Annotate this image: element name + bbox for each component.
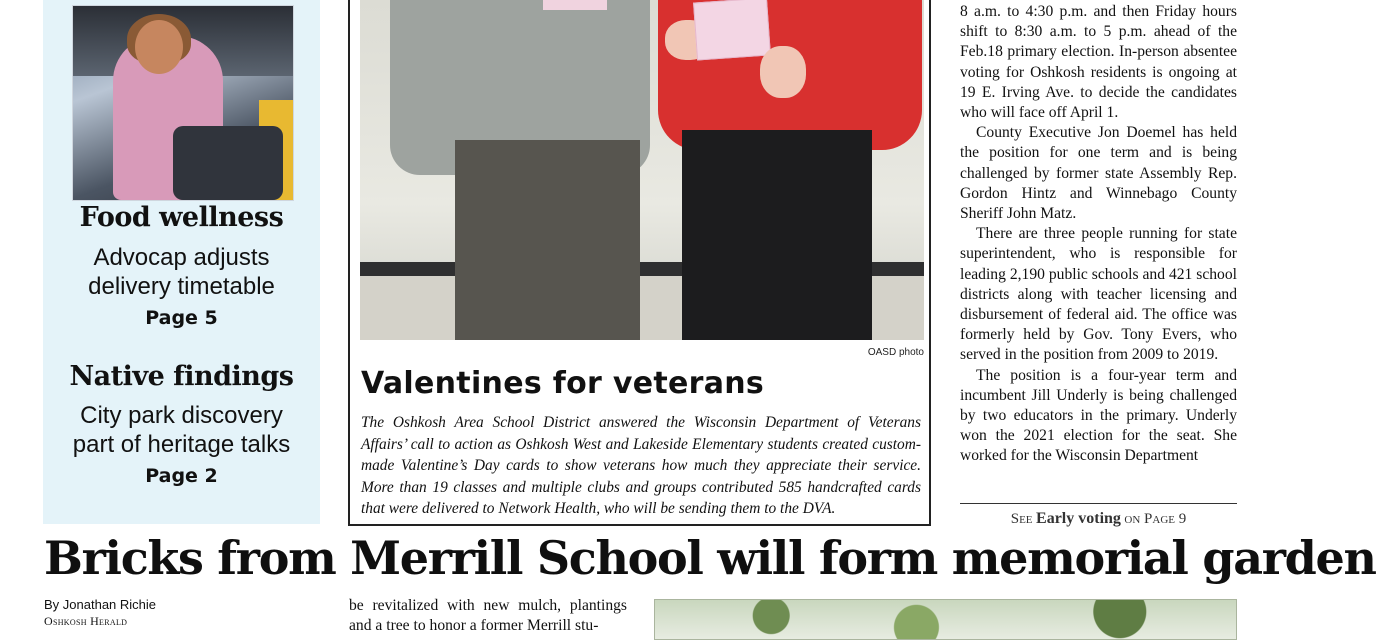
- photo-credit: OASD photo: [867, 347, 924, 358]
- article-paragraph: The position is a four-year term and incumbent Jill Underly is being challenged by two educators in the primary. Underly won the 2021 election for the seat. She worked for the Wisconsin Department: [960, 366, 1237, 465]
- memorial-garden-photo[interactable]: [654, 599, 1237, 640]
- lower-article-column: be revitalized with new mulch, plantings and a tree to honor a former Merrill stu-: [349, 597, 627, 635]
- promo-subhead-food-wellness-2: delivery timetable: [88, 273, 275, 300]
- feature-caption: The Oshkosh Area School District answered the Wisconsin Department of Veterans Affairs’ call to action as Oshkosh West and Lakeside Elementary students created custom-made Valentine’s Day cards to show veterans how much they appreciate their service. More than 19 classes and multiple clubs and groups contributed 585 handcrafted cards that were delivered to Network Health, who will be sending them to the DVA.: [361, 414, 921, 517]
- article-paragraph: County Executive Jon Doemel has held the position for one term and is being challenged by former state Assembly Rep. Gordon Hintz and Winnebago County Sheriff John Matz.: [960, 124, 1237, 223]
- feature-title[interactable]: Valentines for veterans: [361, 366, 765, 401]
- promo-page-ref-food-wellness[interactable]: Page 5: [145, 307, 218, 329]
- valentines-photo[interactable]: [360, 0, 924, 340]
- promo-subhead-native-findings-1: City park discovery: [80, 402, 283, 429]
- byline-organization: Oshkosh Herald: [44, 614, 128, 628]
- food-wellness-photo[interactable]: [72, 5, 294, 201]
- promo-subhead-food-wellness-1: Advocap adjusts: [93, 244, 270, 271]
- column-divider: [960, 503, 1237, 504]
- article-paragraph: There are three people running for state superintendent, who is responsible for leading 2,190 public schools and 421 school districts along with teacher licensing and disbursement of federal aid. The office was formerly held by Gov. Tony Evers, who served in the position from 2009 to 2019.: [960, 225, 1237, 364]
- lower-headline[interactable]: Bricks from Merrill School will form memorial garden: [44, 531, 1376, 585]
- jump-page: on Page 9: [1124, 511, 1187, 527]
- early-voting-column: [960, 2, 1237, 465]
- promo-headline-native-findings[interactable]: Native findings: [69, 361, 294, 392]
- jump-see: See: [1010, 511, 1033, 527]
- byline: By Jonathan Richie: [44, 597, 157, 612]
- jump-story-name: Early voting: [1036, 510, 1121, 527]
- promo-headline-food-wellness[interactable]: Food wellness: [79, 202, 284, 233]
- promo-subhead-native-findings-2: part of heritage talks: [72, 431, 291, 458]
- article-paragraph: 8 a.m. to 4:30 p.m. and then Friday hours shift to 8:30 a.m. to 5 p.m. ahead of the Feb.18 primary election. In-person absentee voting for Oshkosh residents is ongoing at 19 E. Irving Ave. to decide the candidates who will face off April 1.: [960, 3, 1237, 122]
- promo-page-ref-native-findings[interactable]: Page 2: [145, 465, 218, 487]
- jump-line[interactable]: [960, 510, 1237, 528]
